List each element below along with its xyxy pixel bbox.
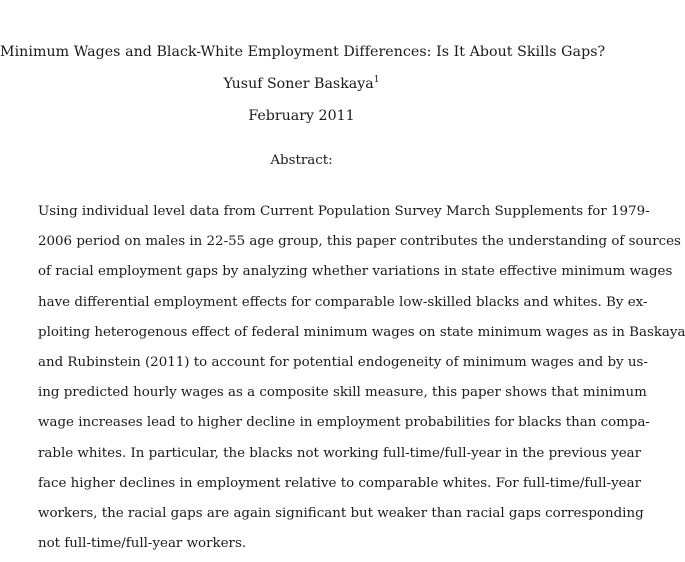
abstract-line: 2006 period on males in 22-55 age group, this paper contributes the understanding of sources: [38, 234, 681, 250]
author-footnote-mark: 1: [373, 75, 380, 85]
abstract-line: Using individual level data from Current Population Survey March Supplements for 1979-: [38, 204, 650, 219]
abstract-line: of racial employment gaps by analyzing whether variations in state effective minimum wages: [38, 264, 673, 280]
publication-date: February 2011: [248, 108, 355, 124]
abstract-line: face higher declines in employment relative to comparable whites. For full-time/full-year: [38, 475, 641, 491]
abstract-line: ing predicted hourly wages as a composite skill measure, this paper shows that minimum: [38, 385, 647, 401]
author-line: [0, 76, 603, 92]
paper-title: Minimum Wages and Black-White Employment Differences: Is It About Skills Gaps?: [0, 44, 606, 60]
abstract-line: ploiting heterogenous effect of federal minimum wages on state minimum wages as in Baskaya: [38, 324, 685, 340]
abstract-line: workers, the racial gaps are again significant but weaker than racial gaps corresponding: [38, 505, 644, 521]
abstract-heading: Abstract:: [270, 153, 333, 168]
abstract-body: [38, 200, 685, 562]
abstract-line: rable whites. In particular, the blacks not working full-time/full-year in the previous year: [38, 445, 642, 461]
abstract-line: have differential employment effects for comparable low-skilled blacks and whites. By ex-: [38, 294, 648, 310]
author-name: Yusuf Soner Baskaya: [223, 76, 374, 92]
abstract-line: wage increases lead to higher decline in employment probabilities for blacks than compa-: [38, 415, 650, 431]
abstract-line: and Rubinstein (2011) to account for potential endogeneity of minimum wages and by us-: [38, 354, 648, 370]
abstract-line: not full-time/full-year workers.: [38, 536, 247, 552]
